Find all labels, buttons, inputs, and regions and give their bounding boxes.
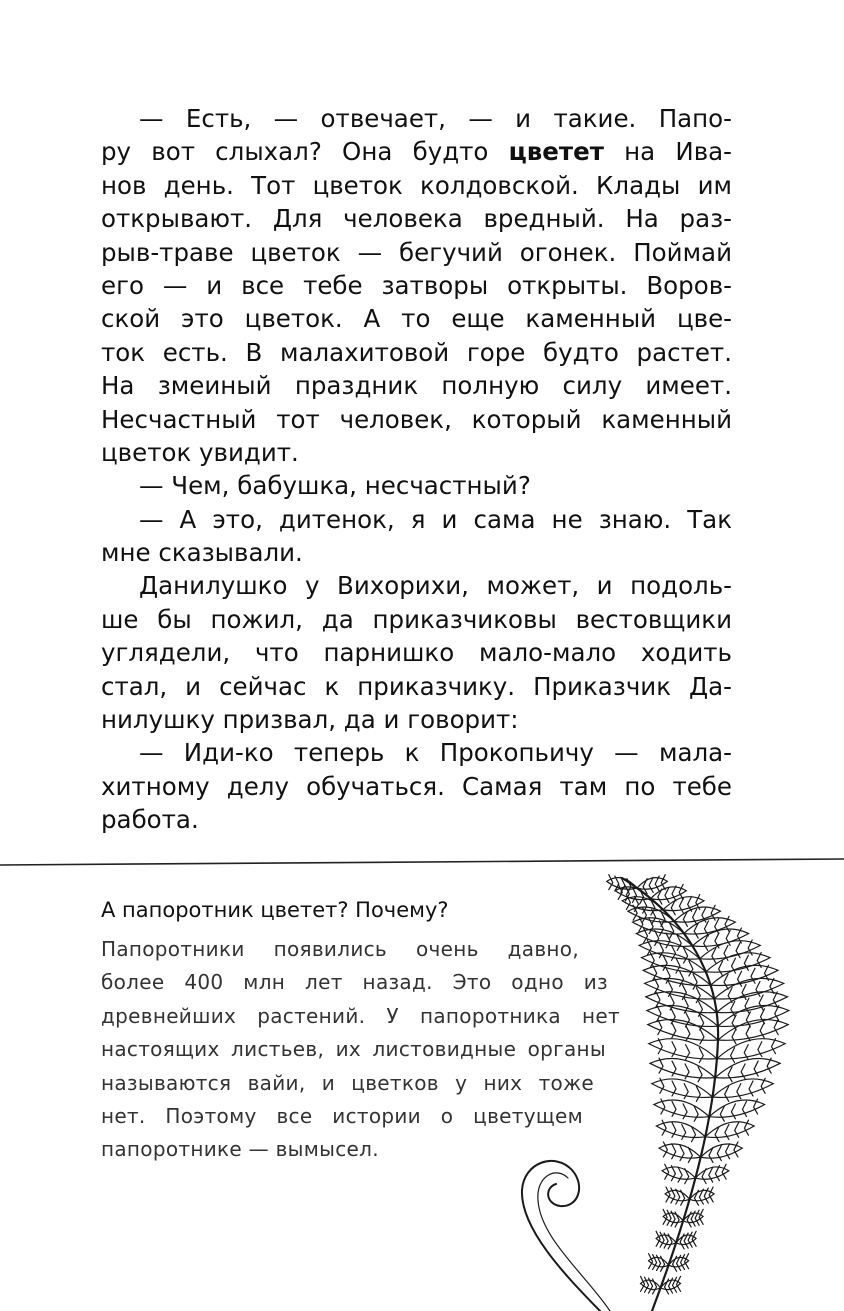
fern-leaflet [699,1048,703,1063]
fern-leaflet [649,877,653,892]
story-line: мне сказывали. [101,538,303,568]
fern-leaflet [728,1067,732,1082]
fern-leaflet [713,1079,774,1098]
fern-leaflet [679,884,683,899]
fern-leaflet [675,1212,679,1227]
fern-leaflet [678,1167,682,1182]
fern-leaflet [684,948,688,963]
story-line: На змеиный праздник полную силу имеет. [101,371,732,401]
sidebar-title: А папоротник цветет? Почему? [101,898,449,922]
story-line: рыв-траве цветок — бегучий огонек. Поймай [101,237,732,267]
fern-leaflet [656,992,660,1007]
story-line: его — и все тебе затворы открыты. Воров- [101,270,732,300]
fern-leaflet [693,909,697,924]
fern-leaflet [665,1279,669,1294]
fern-leaflet [609,875,613,890]
fern-leaflet [680,1234,684,1249]
fern-leaflet [704,935,708,950]
fern-leaflet [718,1005,789,1026]
story-line: — Иди-ко теперь к Прокопьичу — мала- [139,738,732,768]
story-line: хитному делу обучаться. Самая там по тебе [101,771,732,801]
story-line: — А это, дитенок, я и сама не знаю. Так [139,504,732,534]
story-line: нилушку призвал, да и говорит: [101,705,519,735]
fern-leaflet [658,1039,662,1054]
fern-leaflet [698,1067,702,1082]
fern-leaflet [659,1058,663,1073]
story-line: стал, и сейчас к приказчику. Приказчик Да- [101,671,732,701]
fern-leaflet [770,978,774,993]
fern-leaflet [774,1020,778,1035]
fern-leaflet [732,1029,736,1044]
sidebar-line: Папоротники появились очень давно, [101,937,579,961]
fern-leaflet [665,1164,669,1179]
fern-leaflet [672,886,676,901]
fern-leaflet [731,1048,735,1063]
fern-leaflet [687,1212,691,1227]
fern-leaflet [715,1166,719,1181]
fern-leaflet [775,1006,779,1021]
fern-leaflet [643,965,710,985]
story-line: ской это цветок. А то еще каменный цве- [101,304,732,334]
story-line: ше бы пожил, да приказчиковы вестовщики [101,604,732,634]
story-line: нов день. Тот цветок колдовской. Клады им [101,170,732,200]
fern-leaflet [734,1142,738,1157]
fern-leaflet [658,1020,662,1035]
fern-leaflet [652,1079,713,1098]
fern-leaflet [725,1086,729,1101]
fern-leaflet [673,1256,677,1271]
story-line: ток есть. В малахитовой горе будто растет. [101,337,732,367]
fern-leaflet [720,1106,724,1121]
fern-leaflet [724,974,728,989]
story-line: ру вот слыхал? Она будто цветет на Ива- [101,137,732,167]
fern-leaflet [712,948,716,963]
fern-leaflet [680,1146,684,1161]
story-line: Несчастный тот человек, который каменный [101,404,732,434]
story-line: цветок увидит. [101,437,299,467]
story-line: — Чем, бабушка, несчастный? [139,471,531,501]
fern-leaflet [672,1122,676,1137]
fern-leaflet [661,1256,665,1271]
sidebar-line: древнейших растений. У папоротника нет [101,1003,620,1028]
fern-leaflet [688,896,692,911]
fern-leaflet [694,1106,698,1121]
fern-leaflet [679,898,683,913]
fern-leaflet [709,1167,713,1182]
fern-leaflet [719,961,723,976]
story-line: углядели, что парнишко мало-мало ходить [101,638,732,668]
fern-leaflet [689,961,693,976]
fern-leaflet [661,875,665,890]
fern-leaflet [657,1006,661,1021]
fern-leaflet [700,1029,704,1044]
fern-leaflet [700,941,761,959]
fern-leaflet [649,1039,717,1059]
fern-leaflet [693,974,697,989]
fiddlehead-icon [522,1161,600,1311]
fern-illustration [500,870,844,1311]
emphasis-word: цветет [508,137,604,167]
sidebar-line: настоящих листьев, их листовидные органы [101,1037,606,1062]
fern-leaflet [663,1142,667,1157]
story-text [101,102,732,837]
fern-leaflet [650,1058,715,1078]
fern-leaflet [715,1058,780,1078]
fern-leaflet [772,1039,776,1054]
sidebar-line: нет. Поэтому все истории о цветущем [101,1103,583,1128]
story-line: — Есть, — отвечает, — и такие. Папо- [139,104,732,133]
fern-leaflet [648,1020,718,1041]
fern-leaflet [718,1020,788,1041]
sidebar-line: называются вайи, и цветков у них тоже [101,1070,594,1095]
fern-leaflet [677,935,681,950]
sidebar-line: более 400 млн лет назад. Это одно из [101,970,608,995]
fern-leaflet [653,1279,657,1294]
fern-leaflet [655,978,659,993]
fern-leaflet [647,1005,718,1026]
fern-leaflet [767,1058,771,1073]
sidebar-line: папоротнике — вымысел. [101,1137,379,1162]
fern-leaflet [672,1144,676,1159]
fern-leaflet [731,1001,735,1016]
fern-leaflet [735,1122,739,1137]
fern-leaflet [646,992,717,1013]
fern-leaflet [717,1039,785,1059]
story-line: работа. [101,805,199,835]
fern-leaflet [696,1086,700,1101]
fern-leaflet [668,1234,672,1249]
fern-leaflet [722,1164,726,1179]
fern-leaflet [671,1166,675,1181]
fern-leaflet [728,988,732,1003]
fern-leaflet [645,978,715,999]
fern-leaflet [717,1146,721,1161]
section-divider [0,858,844,866]
fern-leaflet [773,992,777,1007]
story-line: Данилушко у Вихорихи, может, и подоль- [139,571,732,601]
story-line: открывают. Для человека вредный. На раз- [101,204,732,234]
fern-leaflet [726,1144,730,1159]
